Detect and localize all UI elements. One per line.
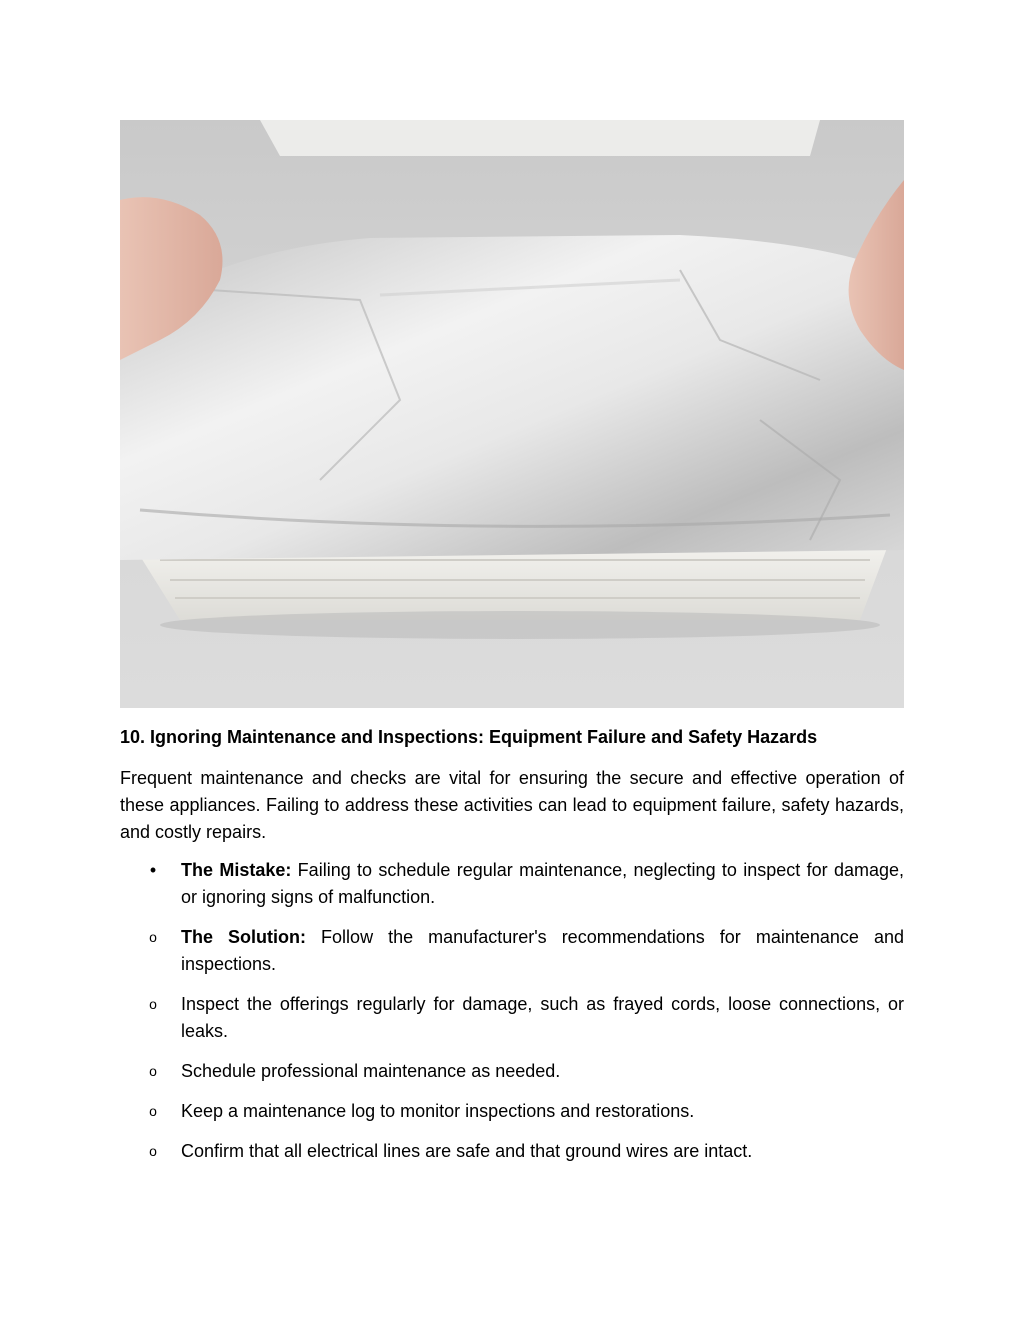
list-item-text: Failing to schedule regular maintenance, neglecting to inspect for damage, or ignoring signs of malfunction. <box>181 860 904 907</box>
list-item-log <box>120 1098 904 1125</box>
list-item-schedule <box>120 1058 904 1085</box>
list-item-text: Schedule professional maintenance as needed. <box>181 1061 561 1081</box>
foil-covered-dish-image <box>120 120 904 708</box>
circle-marker: o <box>149 1103 157 1119</box>
list-item-mistake <box>120 857 904 911</box>
list-item-text: Inspect the offerings regularly for damage, such as frayed cords, loose connections, or leaks. <box>181 994 904 1041</box>
circle-marker: o <box>149 929 157 945</box>
list-item-text: Keep a maintenance log to monitor inspections and restorations. <box>181 1101 695 1121</box>
circle-marker: o <box>149 1063 157 1079</box>
document-page <box>120 120 904 1178</box>
circle-marker: o <box>149 996 157 1012</box>
list-item-inspect <box>120 991 904 1045</box>
intro-paragraph: Frequent maintenance and checks are vital for ensuring the secure and effective operation of these appliances. Failing to address these activities can lead to equipment failure, safety hazards, and costly repairs. <box>120 768 904 842</box>
list-item-solution <box>120 924 904 978</box>
bullet-marker: • <box>149 860 157 880</box>
photo-illustration <box>120 120 904 708</box>
list-item-text: Follow the manufacturer's recommendations for maintenance and inspections. <box>181 927 904 974</box>
list-item-electrical <box>120 1138 904 1165</box>
list-item-bold-label: The Mistake: <box>181 860 292 880</box>
list-item-text: Confirm that all electrical lines are safe and that ground wires are intact. <box>181 1141 753 1161</box>
circle-marker: o <box>149 1143 157 1159</box>
section-heading: 10. Ignoring Maintenance and Inspections: Equipment Failure and Safety Hazards <box>120 727 818 747</box>
maintenance-list <box>120 857 904 1165</box>
list-item-bold-label: The Solution: <box>181 927 307 947</box>
